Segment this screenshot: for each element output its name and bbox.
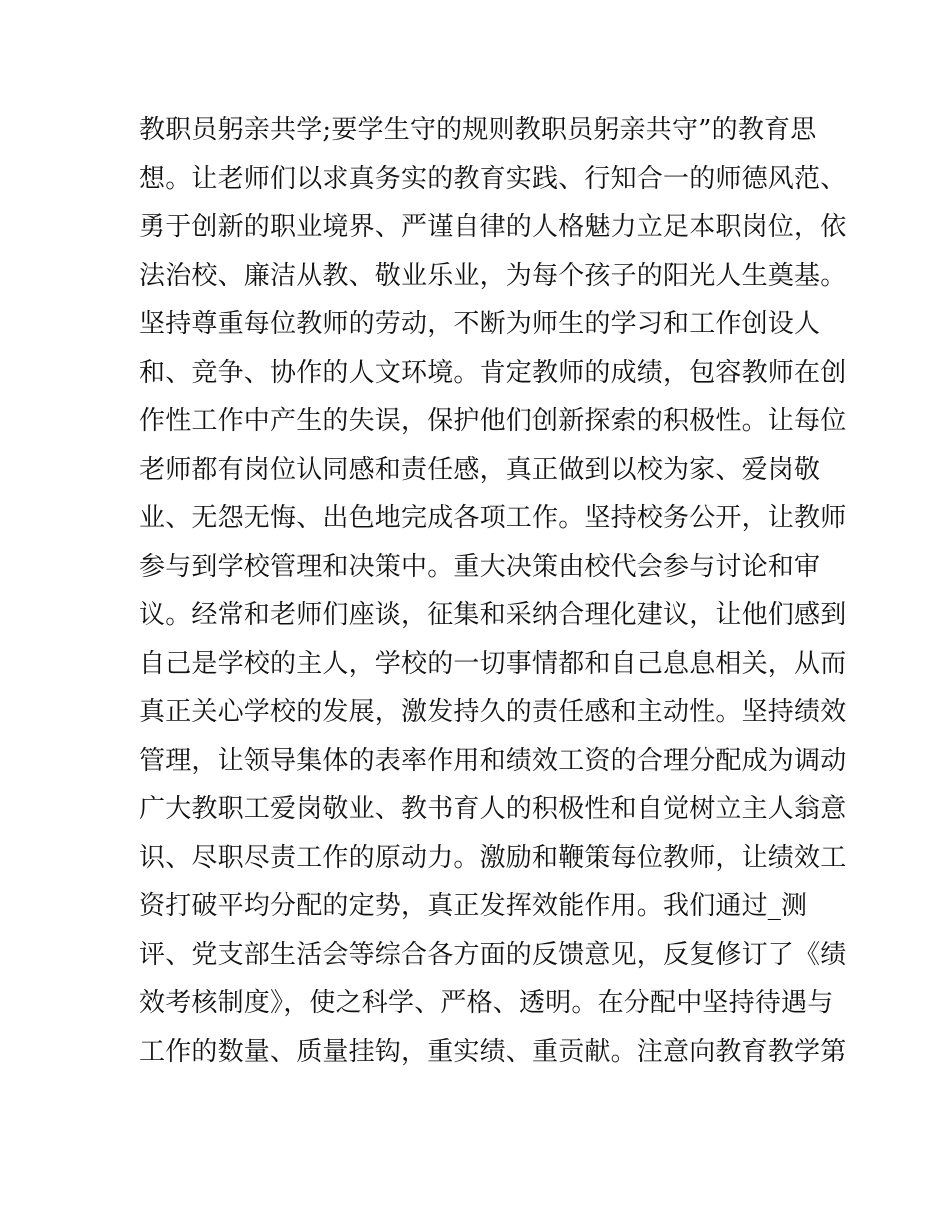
text-line-10: 参与到学校管理和决策中。重大决策由校代会参与讨论和审	[139, 551, 821, 582]
text-line-13: 真正关心学校的发展，激发持久的责任感和主动性。坚持绩效	[139, 697, 847, 727]
text-line-5: 坚持尊重每位教师的劳动，不断为师生的学习和工作创设人	[139, 309, 821, 339]
text-line-15: 广大教职工爱岗敬业、教书育人的积极性和自觉树立主人翁意	[139, 794, 847, 824]
text-line-8: 老师都有岗位认同感和责任感，真正做到以校为家、爱岗敬	[139, 454, 821, 485]
text-line-14: 管理，让领导集体的表率作用和绩效工资的合理分配成为调动	[139, 745, 847, 776]
text-line-12: 自己是学校的主人，学校的一切事情都和自己息息相关，从而	[139, 648, 847, 679]
text-line-20: 工作的数量、质量挂钩，重实绩、重贡献。注意向教育教学第	[139, 1036, 847, 1067]
body-text	[139, 106, 847, 1076]
text-line-18: 评、党支部生活会等综合各方面的反馈意见，反复修订了《绩	[139, 939, 847, 970]
text-line-2: 想。让老师们以求真务实的教育实践、行知合一的师德风范、	[139, 163, 847, 194]
text-line-16: 识、尽职尽责工作的原动力。激励和鞭策每位教师，让绩效工	[139, 842, 847, 873]
text-line-7: 作性工作中产生的失误，保护他们创新探索的积极性。让每位	[139, 406, 847, 436]
text-line-17: 资打破平均分配的定势，真正发挥效能作用。我们通过_测	[139, 891, 808, 921]
text-line-4: 法治校、廉洁从教、敬业乐业，为每个孩子的阳光人生奠基。	[139, 260, 847, 291]
text-line-3: 勇于创新的职业境界、严谨自律的人格魅力立足本职岗位，依	[139, 212, 847, 242]
text-line-19: 效考核制度》，使之科学、严格、透明。在分配中坚持待遇与	[139, 988, 834, 1018]
text-line-1: 教职员躬亲共学;要学生守的规则教职员躬亲共守”的教育思	[139, 115, 817, 145]
text-line-9: 业、无怨无悔、出色地完成各项工作。坚持校务公开，让教师	[139, 503, 847, 533]
text-line-11: 议。经常和老师们座谈，征集和采纳合理化建议，让他们感到	[139, 600, 847, 630]
text-line-6: 和、竞争、协作的人文环境。肯定教师的成绩，包容教师在创	[139, 357, 847, 388]
